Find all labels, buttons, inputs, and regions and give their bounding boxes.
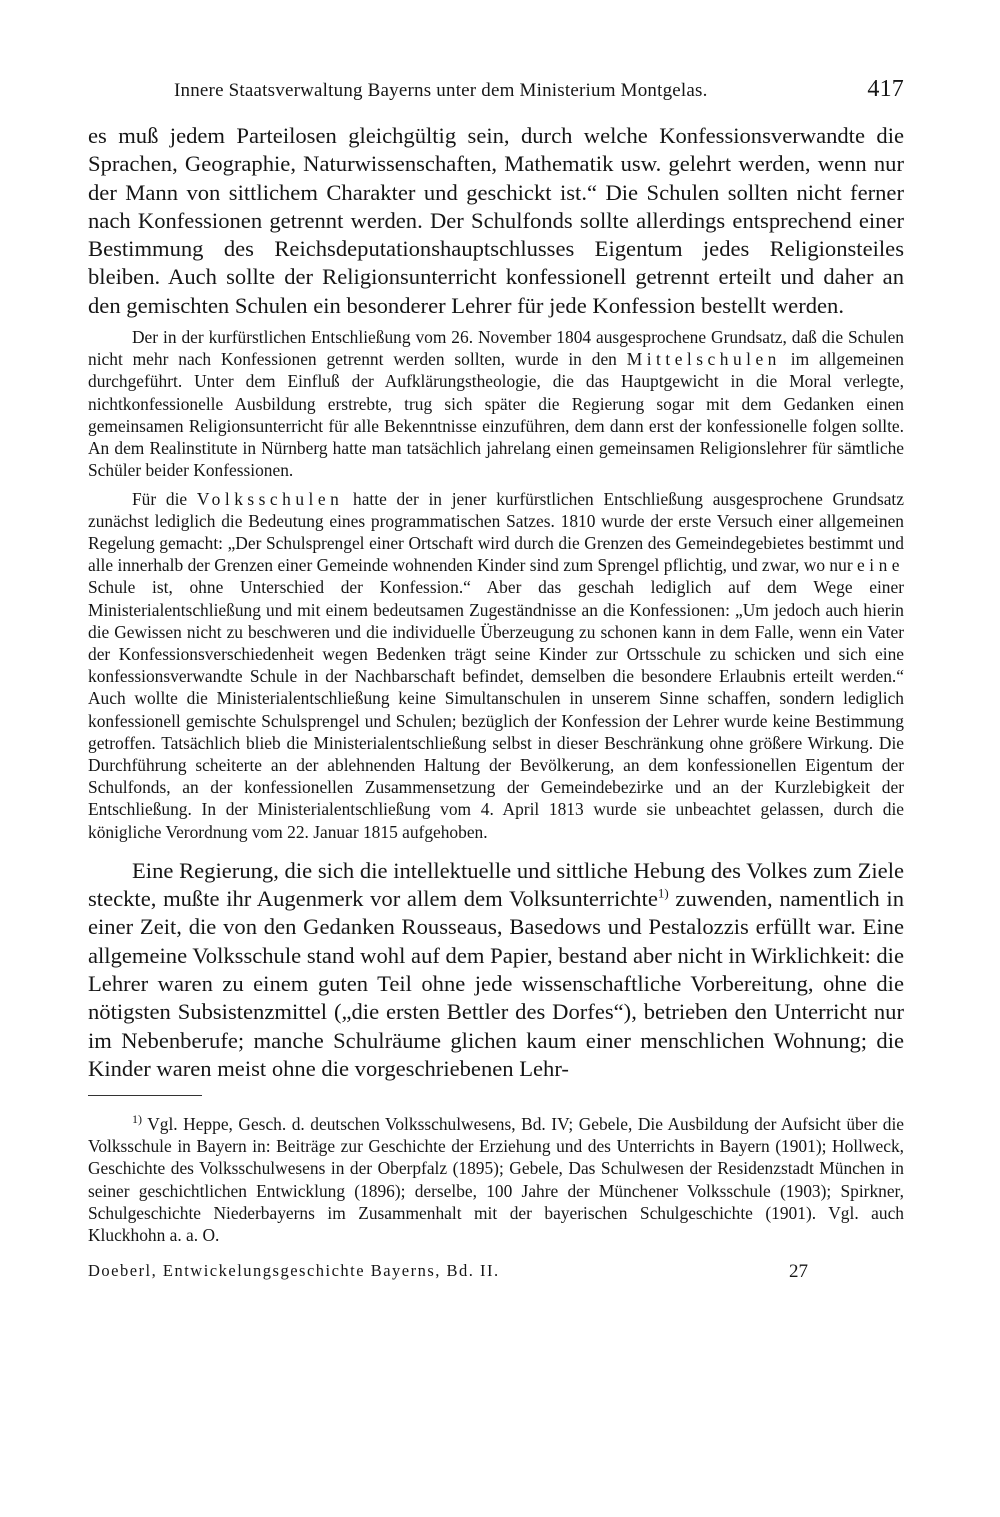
- paragraph-2-text-a: Eine Regierung, die sich die intellektuelle und sittliche Hebung des Volkes zum Ziele steckte, mußte ihr Augenmerk vor allem dem Volksunterrichte: [88, 857, 904, 912]
- signature-author: Doeberl, Entwickelungsgeschichte Bayerns, Bd. II.: [88, 1261, 500, 1281]
- running-head-title: Innere Staatsverwaltung Bayerns unter dem Ministerium Montgelas.: [174, 80, 708, 101]
- small-print-paragraph-1: [88, 326, 904, 481]
- small-print-2-text-a: Für die: [132, 488, 197, 509]
- book-page: [88, 76, 904, 1283]
- small-print-2-text-c: Schule ist, ohne Unterschied der Konfession.“ Aber das geschah lediglich auf dem Wege einer Ministerialentschließung und mit einem bedeutsamen Zugeständnisse an die Konfessionen: „Um jedoch auch hierin die Gewissen nicht zu beschweren und die individuelle Überzeugung zu schonen kann in dem Falle, wenn ein Vater der Konfessionsverschiedenheit wegen Bedenken trägt seine Kinder zur Ortsschule zu schicken und sich eine konfessionsverwandte Schule in der Nachbarschaft befindet, demselben die besondere Erlaubnis erteilt werden.“ Auch wollte die Ministerialentschließung keine Simultanschulen in unserem Sinne schaffen, sondern lediglich konfessionell gemischte Schulsprengel und Schulen; bezüglich der Konfession der Lehrer wurde keine Bestimmung getroffen. Tatsächlich blieb die Ministerialentschließung selbst in dieser Beschränkung ohne größere Wirkung. Die Durchführung scheiterte an der ablehnenden Haltung der Bevölkerung, an dem konfessionellen Eigentum der Schulfonds, an der konfessionellen Zusammensetzung der Gemeindebezirke und an der Kurzlebigkeit der Entschließung. In der Ministerialentschließung vom 4. April 1813 wurde sie unbeachtet gelassen, durch die königliche Verordnung vom 22. Januar 1815 aufgehoben.: [88, 577, 904, 842]
- paragraph-1: [88, 122, 904, 320]
- small-print-1-text-a: Der in der kurfürstlichen Entschließung vom 26. November 1804 ausgesprochene Grundsatz, daß die Schulen nicht mehr nach Konfessionen getrennt werden sollten, wurde in den: [88, 327, 904, 370]
- paragraph-2: [88, 857, 904, 1083]
- sheet-number: 27: [789, 1261, 808, 1283]
- paragraph-2-text-b: zuwenden, namentlich in einer Zeit, die von den Gedanken Rousseaus, Basedows und Pestalozzis erfüllt war. Eine allgemeine Volksschule stand wohl auf dem Papier, bestand aber nicht in Wirklichkeit: die Lehrer waren zu einem guten Teil ohne jede wissenschaftliche Vorbereitung, ohne die nötigsten Subsistenzmittel („die ersten Bettler des Dorfes“), betrieben den Unterricht nur im Nebenberufe; manche Schulräume glichen kaum einer menschlichen Wohnung; die Kinder waren meist ohne die vorgeschriebenen Lehr-: [88, 886, 904, 1081]
- page-number: 417: [867, 76, 904, 102]
- small-print-paragraph-2: [88, 488, 904, 843]
- small-print-2-text-b: hatte der in jener kurfürstlichen Entschließung ausgesprochene Grundsatz zunächst lediglich die Bedeutung eines programmatischen Satzes. 1810 wurde der erste Versuch einer allgemeinen Regelung gemacht: „Der Schulsprengel einer Ortschaft wird durch die Grenzen des Gemeindegebietes bestimmt und alle innerhalb der Grenzen einer Gemeinde wohnenden Kinder sind zum Sprengel pflichtig, und zwar, wo nur: [88, 488, 904, 576]
- footnote: [88, 1108, 904, 1246]
- footnote-mark: 1): [132, 1112, 142, 1127]
- footnote-text: Vgl. Heppe, Gesch. d. deutschen Volksschulwesens, Bd. IV; Gebele, Die Ausbildung der Aufsicht über die Volksschule in Bayern in: Beiträge zur Geschichte der Erziehung und des Unterrichts in Bayern (1901); Hollweck, Geschichte des Volksschulwesens in der Oberpfalz (1895); Gebele, Das Schulwesen der Residenzstadt München in seiner geschichtlichen Entwicklung (1896); derselbe, 100 Jahre der Münchener Volksschule (1903); Spirkner, Schulgeschichte Niederbayerns im Zusammenhalt mit der bayerischen Schulgeschichte (1901). Vgl. auch Kluckhohn a. a. O.: [88, 1113, 904, 1245]
- signature-line: [88, 1261, 808, 1283]
- footnote-divider: [88, 1095, 202, 1096]
- spaced-emphasis-mittelschulen: Mittelschulen: [626, 349, 781, 370]
- spaced-emphasis-eine: eine: [857, 555, 904, 576]
- footnote-reference[interactable]: 1): [657, 885, 669, 901]
- small-print-1-text-b: im allgemeinen durchgeführt. Unter dem Einfluß der Aufklärungstheologie, die das Hauptgewicht in die Moral verlegte, nichtkonfessionelle Ausbildung erstrebte, trug sich später die Regierung sogar mit dem Gedanken einen gemeinsamen Religionsunterricht für alle Bekenntnisse einzuführen, dem dann erst der konfessionelle folgen sollte. An dem Realinstitute in Nürnberg hatte man tatsächlich jahrelang einen gemeinsamen Religionslehrer für sämtliche Schüler beider Konfessionen.: [88, 349, 904, 481]
- paragraph-1-text: es muß jedem Parteilosen gleichgültig sein, durch welche Konfessionsverwandte die Sprachen, Geographie, Naturwissenschaften, Mathematik usw. gelehrt werden, wenn nur der Mann von sittlichem Charakter und geschickt ist.“ Die Schulen sollten nicht ferner nach Konfessionen getrennt werden. Der Schulfonds sollte allerdings entsprechend einer Bestimmung des Reichsdeputationshauptschlusses Eigentum jedes Religionsteiles bleiben. Auch sollte der Religionsunterricht konfessionell getrennt erteilt und daher an den gemischten Schulen ein besonderer Lehrer für jede Konfession bestellt werden.: [88, 123, 904, 318]
- running-head: [88, 76, 904, 122]
- spaced-emphasis-volksschulen: Volksschulen: [196, 488, 344, 509]
